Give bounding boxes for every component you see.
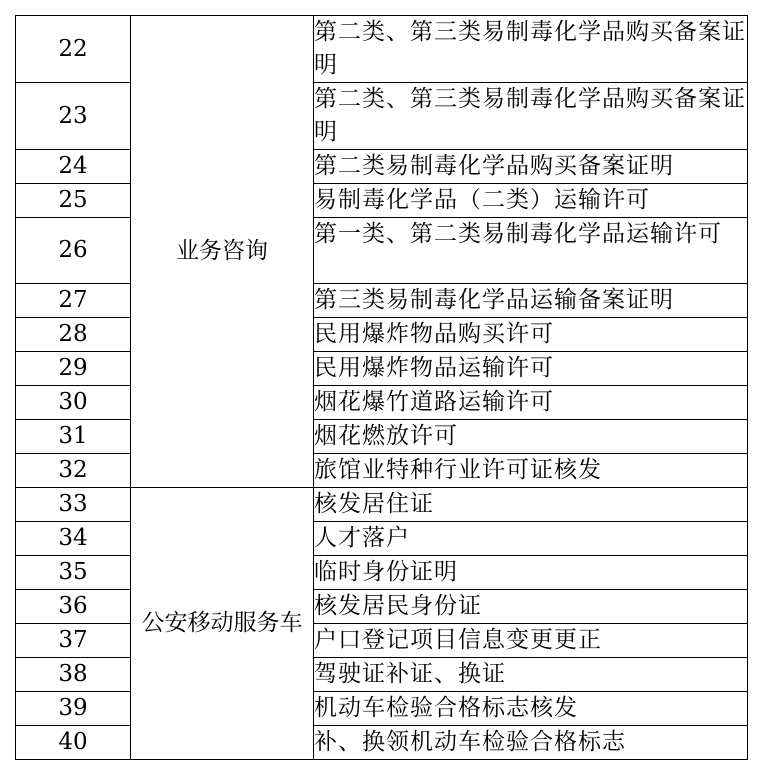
service-name: 第二类、第三类易制毒化学品购买备案证明 (314, 16, 748, 83)
category-consult: 业务咨询 (131, 16, 314, 488)
table-row (16, 16, 748, 83)
table-row (16, 150, 748, 184)
service-name: 第三类易制毒化学品运输备案证明 (314, 284, 748, 318)
table-row (16, 420, 748, 454)
service-name: 烟花燃放许可 (314, 420, 748, 454)
row-number: 27 (16, 284, 131, 318)
row-number: 26 (16, 218, 131, 284)
table-row (16, 590, 748, 624)
row-number: 31 (16, 420, 131, 454)
service-name: 民用爆炸物品购买许可 (314, 318, 748, 352)
row-number: 40 (16, 726, 131, 760)
table-row (16, 184, 748, 218)
row-number: 39 (16, 692, 131, 726)
table-row (16, 218, 748, 284)
row-number: 38 (16, 658, 131, 692)
row-number: 22 (16, 16, 131, 83)
row-number: 23 (16, 83, 131, 150)
row-number: 36 (16, 590, 131, 624)
service-name: 补、换领机动车检验合格标志 (314, 726, 748, 760)
row-number: 28 (16, 318, 131, 352)
row-number: 32 (16, 454, 131, 488)
table-row (16, 522, 748, 556)
service-name: 机动车检验合格标志核发 (314, 692, 748, 726)
row-number: 25 (16, 184, 131, 218)
service-name: 烟花爆竹道路运输许可 (314, 386, 748, 420)
row-number: 35 (16, 556, 131, 590)
category-mobile: 公安移动服务车 (131, 488, 314, 760)
row-number: 37 (16, 624, 131, 658)
table-row (16, 352, 748, 386)
table-row (16, 284, 748, 318)
service-name: 易制毒化学品（二类）运输许可 (314, 184, 748, 218)
service-table (15, 15, 748, 760)
table-row (16, 726, 748, 760)
table-row (16, 692, 748, 726)
table-row (16, 488, 748, 522)
row-number: 34 (16, 522, 131, 556)
service-name: 核发居民身份证 (314, 590, 748, 624)
service-name: 户口登记项目信息变更更正 (314, 624, 748, 658)
service-name: 临时身份证明 (314, 556, 748, 590)
row-number: 29 (16, 352, 131, 386)
service-name: 第二类易制毒化学品购买备案证明 (314, 150, 748, 184)
table-row (16, 318, 748, 352)
table-row (16, 556, 748, 590)
service-name: 旅馆业特种行业许可证核发 (314, 454, 748, 488)
table-row (16, 658, 748, 692)
row-number: 30 (16, 386, 131, 420)
service-name: 驾驶证补证、换证 (314, 658, 748, 692)
service-name: 人才落户 (314, 522, 748, 556)
service-name: 民用爆炸物品运输许可 (314, 352, 748, 386)
table-row (16, 83, 748, 150)
row-number: 24 (16, 150, 131, 184)
table-row (16, 454, 748, 488)
table-row (16, 386, 748, 420)
service-name: 第一类、第二类易制毒化学品运输许可 (314, 218, 748, 284)
table-row (16, 624, 748, 658)
row-number: 33 (16, 488, 131, 522)
service-name: 第二类、第三类易制毒化学品购买备案证明 (314, 83, 748, 150)
service-name: 核发居住证 (314, 488, 748, 522)
